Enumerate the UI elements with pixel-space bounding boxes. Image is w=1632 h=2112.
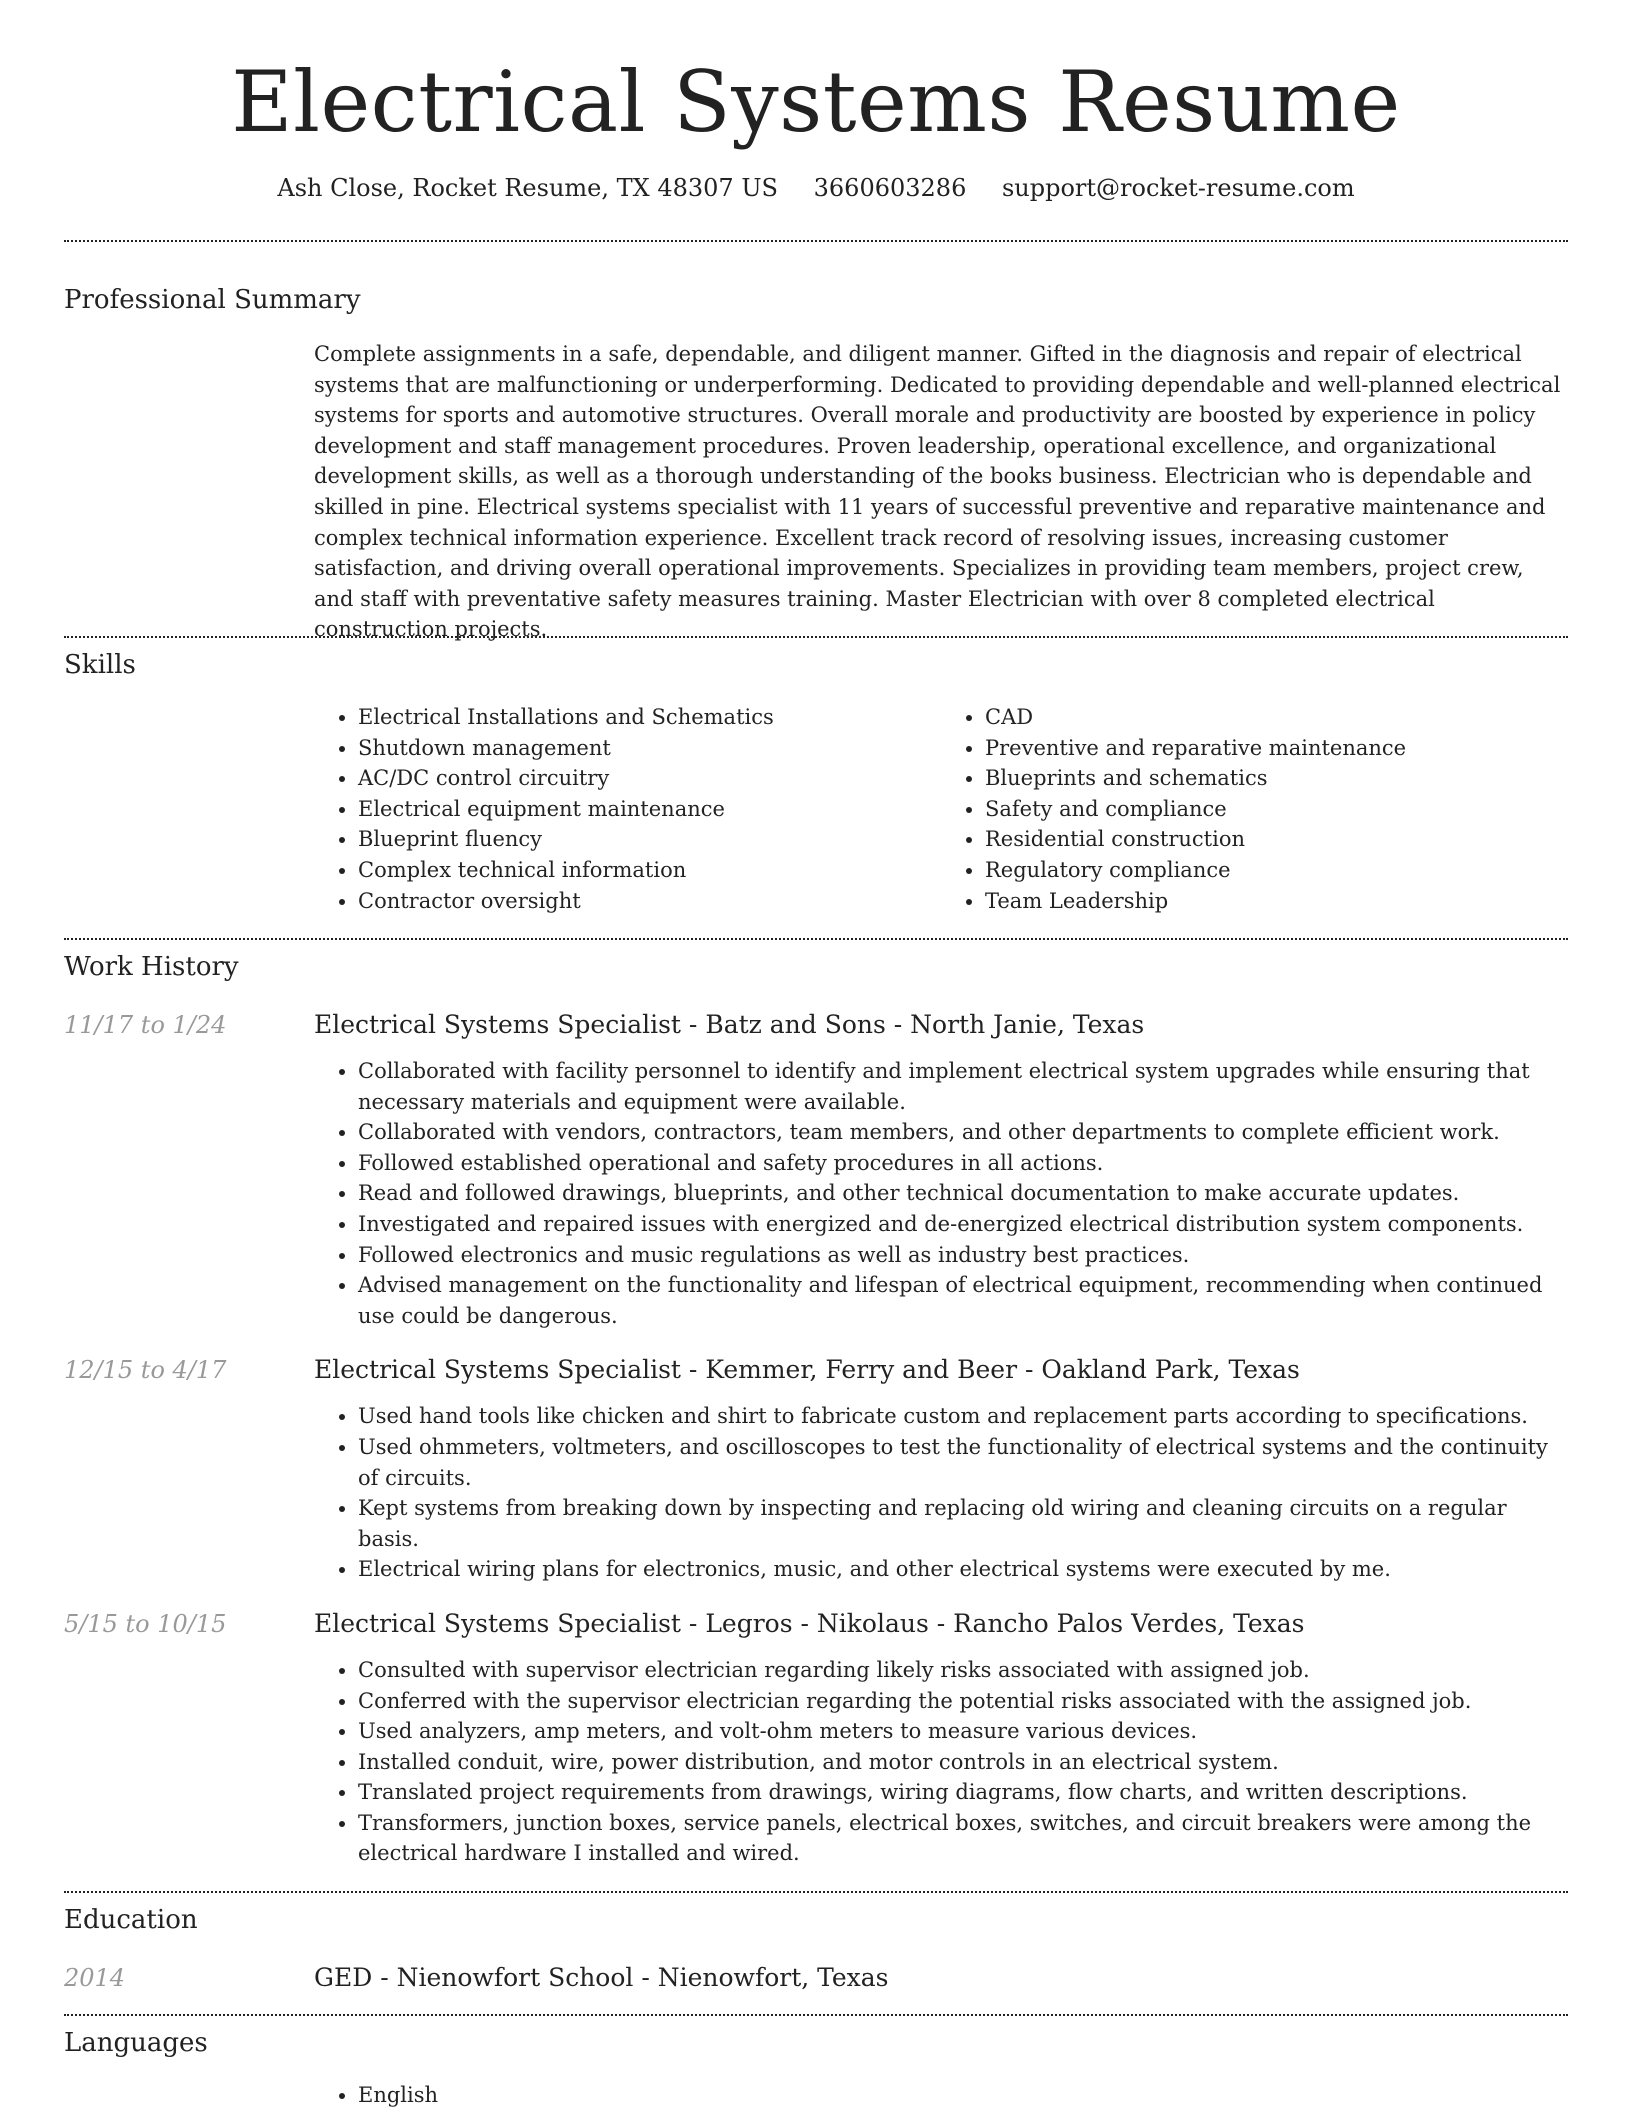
skill-item: • CAD (985, 702, 1568, 733)
education-date: 2014 (64, 1964, 126, 1992)
languages-section (64, 2026, 1568, 2111)
job-bullet: • Used analyzers, amp meters, and volt-ohm meters to measure various devices. (358, 1716, 1568, 1747)
skill-item: • Blueprint fluency (358, 824, 941, 855)
skill-item: • Contractor oversight (358, 886, 941, 917)
skill-item: • Electrical Installations and Schematics (358, 702, 941, 733)
skill-item: • Residential construction (985, 824, 1568, 855)
job-bullet: • Used ohmmeters, voltmeters, and oscilloscopes to test the functionality of electrical systems and the continuity of circuits. (358, 1432, 1568, 1493)
divider (64, 1891, 1568, 1893)
section-heading-summary: Professional Summary (64, 285, 361, 315)
job-bullet: • Electrical wiring plans for electronics, music, and other electrical systems were executed by me. (358, 1554, 1568, 1585)
resume-title: Electrical Systems Resume (231, 53, 1401, 151)
skills-columns (314, 702, 1568, 916)
job-bullet: • Advised management on the functionality and lifespan of electrical equipment, recommending when continued use could be dangerous. (358, 1270, 1568, 1331)
job-entry (64, 1353, 1568, 1585)
section-heading-skills: Skills (64, 650, 136, 680)
section-heading-languages: Languages (64, 2028, 208, 2058)
job-bullet: • Followed electronics and music regulations as well as industry best practices. (358, 1240, 1568, 1271)
education-entry: GED - Nienowfort School - Nienowfort, Texas (314, 1963, 889, 1992)
job-bullet: • Read and followed drawings, blueprints, and other technical documentation to make accurate updates. (358, 1178, 1568, 1209)
job-bullet: • Transformers, junction boxes, service panels, electrical boxes, switches, and circuit breakers were among the electrical hardware I installed and wired. (358, 1808, 1568, 1869)
job-bullet: • Conferred with the supervisor electrician regarding the potential risks associated with the assigned job. (358, 1686, 1568, 1717)
skill-item: • Regulatory compliance (985, 855, 1568, 886)
skill-item: • Blueprints and schematics (985, 763, 1568, 794)
job-title: Electrical Systems Specialist - Legros - Nikolaus - Rancho Palos Verdes, Texas (314, 1608, 1305, 1638)
divider (64, 938, 1568, 940)
skill-item: • AC/DC control circuitry (358, 763, 941, 794)
contact-line (64, 172, 1568, 204)
work-section (64, 950, 1568, 1869)
skill-item: • Electrical equipment maintenance (358, 794, 941, 825)
skill-item: • Team Leadership (985, 886, 1568, 917)
skills-section (64, 648, 1568, 916)
contact-phone: 3660603286 (813, 174, 967, 202)
job-date: 11/17 to 1/24 (64, 1011, 227, 1039)
job-bullet: • Installed conduit, wire, power distribution, and motor controls in an electrical system. (358, 1747, 1568, 1778)
summary-section (64, 283, 1568, 645)
contact-address: Ash Close, Rocket Resume, TX 48307 US (277, 174, 778, 202)
job-bullet: • Used hand tools like chicken and shirt to fabricate custom and replacement parts according to specifications. (358, 1401, 1568, 1432)
divider (64, 2014, 1568, 2016)
skill-item: • Complex technical information (358, 855, 941, 886)
summary-text: Complete assignments in a safe, dependable, and diligent manner. Gifted in the diagnosis and repair of electrical systems that are malfunctioning or underperforming. Dedicated to providing dependable and well-planned electrical systems for sports and automotive structures. Overall morale and productivity are boosted by experience in policy development and staff management procedures. Proven leadership, operational excellence, and organizational development skills, as well as a thorough understanding of the books business. Electrician who is dependable and skilled in pine. Electrical systems specialist with 11 years of successful preventive and reparative maintenance and complex technical information experience. Excellent track record of resolving issues, increasing customer satisfaction, and driving overall operational improvements. Specializes in providing team members, project crew, and staff with preventative safety measures training. Master Electrician with over 8 completed electrical construction projects. (314, 342, 1561, 642)
job-bullets (314, 1655, 1568, 1869)
job-date: 12/15 to 4/17 (64, 1356, 227, 1385)
job-bullet: • Collaborated with vendors, contractors, team members, and other departments to complete efficient work. (358, 1117, 1568, 1148)
languages-list (314, 2080, 1568, 2111)
section-heading-education: Education (64, 1905, 198, 1935)
job-date: 5/15 to 10/15 (64, 1609, 227, 1638)
skill-item: • Preventive and reparative maintenance (985, 733, 1568, 764)
job-bullet: • Translated project requirements from drawings, wiring diagrams, flow charts, and written descriptions. (358, 1777, 1568, 1808)
skill-item: • Safety and compliance (985, 794, 1568, 825)
divider (64, 636, 1568, 638)
skills-list-right (941, 702, 1568, 916)
job-bullet: • Consulted with supervisor electrician regarding likely risks associated with assigned job. (358, 1655, 1568, 1686)
divider (64, 240, 1568, 242)
job-bullet: • Collaborated with facility personnel to identify and implement electrical system upgrades while ensuring that necessary materials and equipment were available. (358, 1056, 1568, 1117)
job-title: Electrical Systems Specialist - Kemmer, Ferry and Beer - Oakland Park, Texas (314, 1355, 1300, 1385)
job-entry (64, 1008, 1568, 1331)
education-section (64, 1903, 1568, 1995)
skill-item: • Shutdown management (358, 733, 941, 764)
job-bullet: • Followed established operational and safety procedures in all actions. (358, 1148, 1568, 1179)
section-heading-work: Work History (64, 952, 239, 982)
job-title: Electrical Systems Specialist - Batz and Sons - North Janie, Texas (314, 1010, 1145, 1039)
skills-list-left (314, 702, 941, 916)
contact-email[interactable]: support@rocket-resume.com (1001, 174, 1355, 202)
language-item: • English (358, 2080, 1568, 2111)
job-bullet: • Investigated and repaired issues with energized and de-energized electrical distribution system components. (358, 1209, 1568, 1240)
job-bullets (314, 1056, 1568, 1331)
job-entry (64, 1607, 1568, 1869)
job-bullets (314, 1401, 1568, 1585)
job-bullet: • Kept systems from breaking down by inspecting and replacing old wiring and cleaning circuits on a regular basis. (358, 1493, 1568, 1554)
